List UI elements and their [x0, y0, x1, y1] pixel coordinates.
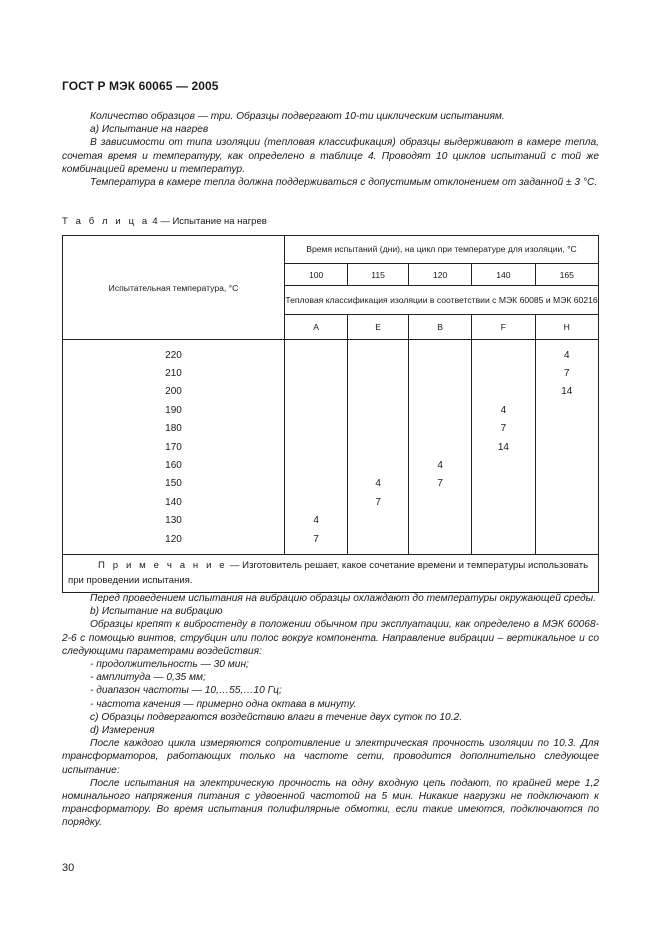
list-item: - продолжительность — 30 мин;: [90, 659, 249, 671]
vibration-and-measurement-text: [62, 592, 599, 830]
table-caption-title: 4 — Испытание на нагрев: [152, 216, 267, 227]
test-days-cell: [348, 456, 409, 474]
table-caption: [62, 216, 267, 227]
insulation-temp-cell: 115: [348, 264, 409, 286]
paragraph: Перед проведением испытания на вибрацию образцы охлаждают до температуры окружающей среды.: [90, 593, 596, 604]
thermal-class-cell: E: [348, 315, 409, 340]
table-row: [63, 512, 599, 530]
test-days-cell: [472, 383, 535, 401]
list-item: - амплитуда — 0,35 мм;: [90, 672, 206, 684]
insulation-temp-cell: 140: [472, 264, 535, 286]
test-temperature-cell: 160: [63, 456, 285, 474]
test-days-cell: [348, 420, 409, 438]
insulation-temp-cell: 120: [408, 264, 471, 286]
paragraph-sample-count: Количество образцов — три. Образцы подвергают 10-ти циклическим испытаниям.: [90, 111, 505, 122]
intro-text: [62, 110, 599, 189]
thermal-class-cell: H: [535, 315, 598, 340]
note-text: — Изготовитель решает, какое сочетание времени и температуры использовать при проведении испытания.: [68, 560, 589, 586]
test-days-cell: [408, 420, 471, 438]
test-days-cell: [348, 401, 409, 419]
test-temperature-cell: 200: [63, 383, 285, 401]
test-days-cell: 4: [472, 401, 535, 419]
test-days-cell: [535, 420, 598, 438]
test-days-cell: [472, 493, 535, 511]
table-row: [63, 383, 599, 401]
test-temperature-cell: 130: [63, 512, 285, 530]
table-row: [63, 530, 599, 555]
test-days-cell: [285, 420, 348, 438]
test-temperature-cell: 210: [63, 364, 285, 382]
test-days-cell: [285, 383, 348, 401]
paragraph-heat-test-title: a) Испытание на нагрев: [90, 124, 209, 136]
test-days-cell: [348, 383, 409, 401]
table-row: [63, 364, 599, 382]
test-days-cell: 7: [408, 475, 471, 493]
table-row: [63, 420, 599, 438]
test-days-cell: [408, 530, 471, 555]
test-days-cell: [535, 401, 598, 419]
table-note-row: [63, 555, 599, 592]
test-days-cell: [285, 401, 348, 419]
test-days-cell: [285, 364, 348, 382]
paragraph: c) Образцы подвергаются воздействию влаги в течение двух суток по 10.2.: [90, 711, 463, 723]
test-days-cell: 7: [348, 493, 409, 511]
test-days-cell: 7: [285, 530, 348, 555]
table-row: [63, 438, 599, 456]
test-days-cell: [408, 512, 471, 530]
paragraph: Образцы крепят к вибростенду в положении обычном при эксплуатации, как определено в МЭК 60068-2-6 с помощью винтов, струбцин или полос вокруг компонента. Направление вибрации – вертикальное и со следующими параметрами воздействия:: [62, 619, 599, 657]
test-days-cell: [408, 401, 471, 419]
document-header: ГОСТ Р МЭК 60065 — 2005: [62, 79, 219, 93]
thermal-class-cell: B: [408, 315, 471, 340]
test-temperature-cell: 180: [63, 420, 285, 438]
test-days-cell: [472, 530, 535, 555]
test-days-cell: 4: [348, 475, 409, 493]
test-days-cell: [285, 456, 348, 474]
test-days-cell: [472, 475, 535, 493]
page-number: 30: [62, 862, 75, 874]
test-temperature-cell: 120: [63, 530, 285, 555]
table-row: [63, 456, 599, 474]
test-days-cell: [285, 340, 348, 365]
test-days-cell: [348, 340, 409, 365]
test-days-cell: [408, 340, 471, 365]
paragraph: После каждого цикла измеряются сопротивление и электрическая прочность изоляции по 10.3. Для трансформаторов, работающих только на частоте сети, проводится дополнительно следующее испытание:: [62, 738, 599, 776]
test-days-cell: [535, 456, 598, 474]
heat-test-table: [62, 235, 599, 593]
test-temperature-cell: 170: [63, 438, 285, 456]
table-row: [63, 493, 599, 511]
table-caption-label: Т а б л и ц а: [62, 216, 150, 227]
test-time-header: Время испытаний (дни), на цикл при температуре для изоляции, °C: [285, 236, 599, 264]
insulation-temp-cell: 165: [535, 264, 598, 286]
test-days-cell: [472, 340, 535, 365]
test-days-cell: [535, 530, 598, 555]
insulation-temp-cell: 100: [285, 264, 348, 286]
test-days-cell: [408, 493, 471, 511]
test-days-cell: [348, 364, 409, 382]
test-days-cell: [472, 456, 535, 474]
test-days-cell: [408, 438, 471, 456]
test-temperature-cell: 220: [63, 340, 285, 365]
test-days-cell: [535, 493, 598, 511]
test-days-cell: [348, 530, 409, 555]
list-item: - частота качения — примерно одна октава в минуту.: [90, 698, 357, 710]
test-temperature-cell: 190: [63, 401, 285, 419]
thermal-class-header: Тепловая классификация изоляции в соответствии с МЭК 60085 и МЭК 60216: [285, 286, 599, 315]
test-days-cell: [535, 512, 598, 530]
test-temperature-cell: 150: [63, 475, 285, 493]
test-days-cell: 7: [472, 420, 535, 438]
test-days-cell: [285, 493, 348, 511]
test-days-cell: [348, 512, 409, 530]
table-row: [63, 401, 599, 419]
test-days-cell: [472, 512, 535, 530]
test-temperature-cell: 140: [63, 493, 285, 511]
test-days-cell: 14: [535, 383, 598, 401]
temperature-column-header: Испытательная температура, °C: [63, 236, 285, 340]
table-note: [63, 555, 599, 592]
test-days-cell: [408, 364, 471, 382]
note-label: П р и м е ч а н и е: [98, 560, 228, 572]
paragraph-heat-test-method: В зависимости от типа изоляции (тепловая классификация) образцы выдерживают в камере тепла, сочетая время и температуру, как определено в таблице 4. Проводят 10 циклов испытаний с той же комбинацией времени и температур.: [62, 137, 599, 175]
test-days-cell: 14: [472, 438, 535, 456]
thermal-class-cell: F: [472, 315, 535, 340]
table-row: [63, 340, 599, 365]
paragraph: b) Испытание на вибрацию: [90, 606, 223, 618]
table-row: [63, 475, 599, 493]
test-days-cell: [285, 475, 348, 493]
test-days-cell: 4: [535, 340, 598, 365]
test-days-cell: [348, 438, 409, 456]
list-item: - диапазон частоты — 10,…55,…10 Гц;: [90, 685, 282, 697]
paragraph: После испытания на электрическую прочность на одну входную цепь подают, по крайней мере 1,2 номинального напряжения питания с удвоенной частотой на 5 мин. Никакие нагрузки не подключают к трансформатору. Во время испытания полифилярные обмотки, если такие имеются, подключаются по порядку.: [62, 777, 599, 829]
test-days-cell: 7: [535, 364, 598, 382]
test-days-cell: [408, 383, 471, 401]
paragraph: d) Измерения: [90, 725, 155, 737]
paragraph-temperature-tolerance: Температура в камере тепла должна поддерживаться с допустимым отклонением от заданной ± 3 °C.: [90, 177, 598, 189]
thermal-class-cell: A: [285, 315, 348, 340]
test-days-cell: 4: [408, 456, 471, 474]
test-days-cell: [472, 364, 535, 382]
test-days-cell: [535, 475, 598, 493]
test-days-cell: 4: [285, 512, 348, 530]
test-days-cell: [535, 438, 598, 456]
test-days-cell: [285, 438, 348, 456]
